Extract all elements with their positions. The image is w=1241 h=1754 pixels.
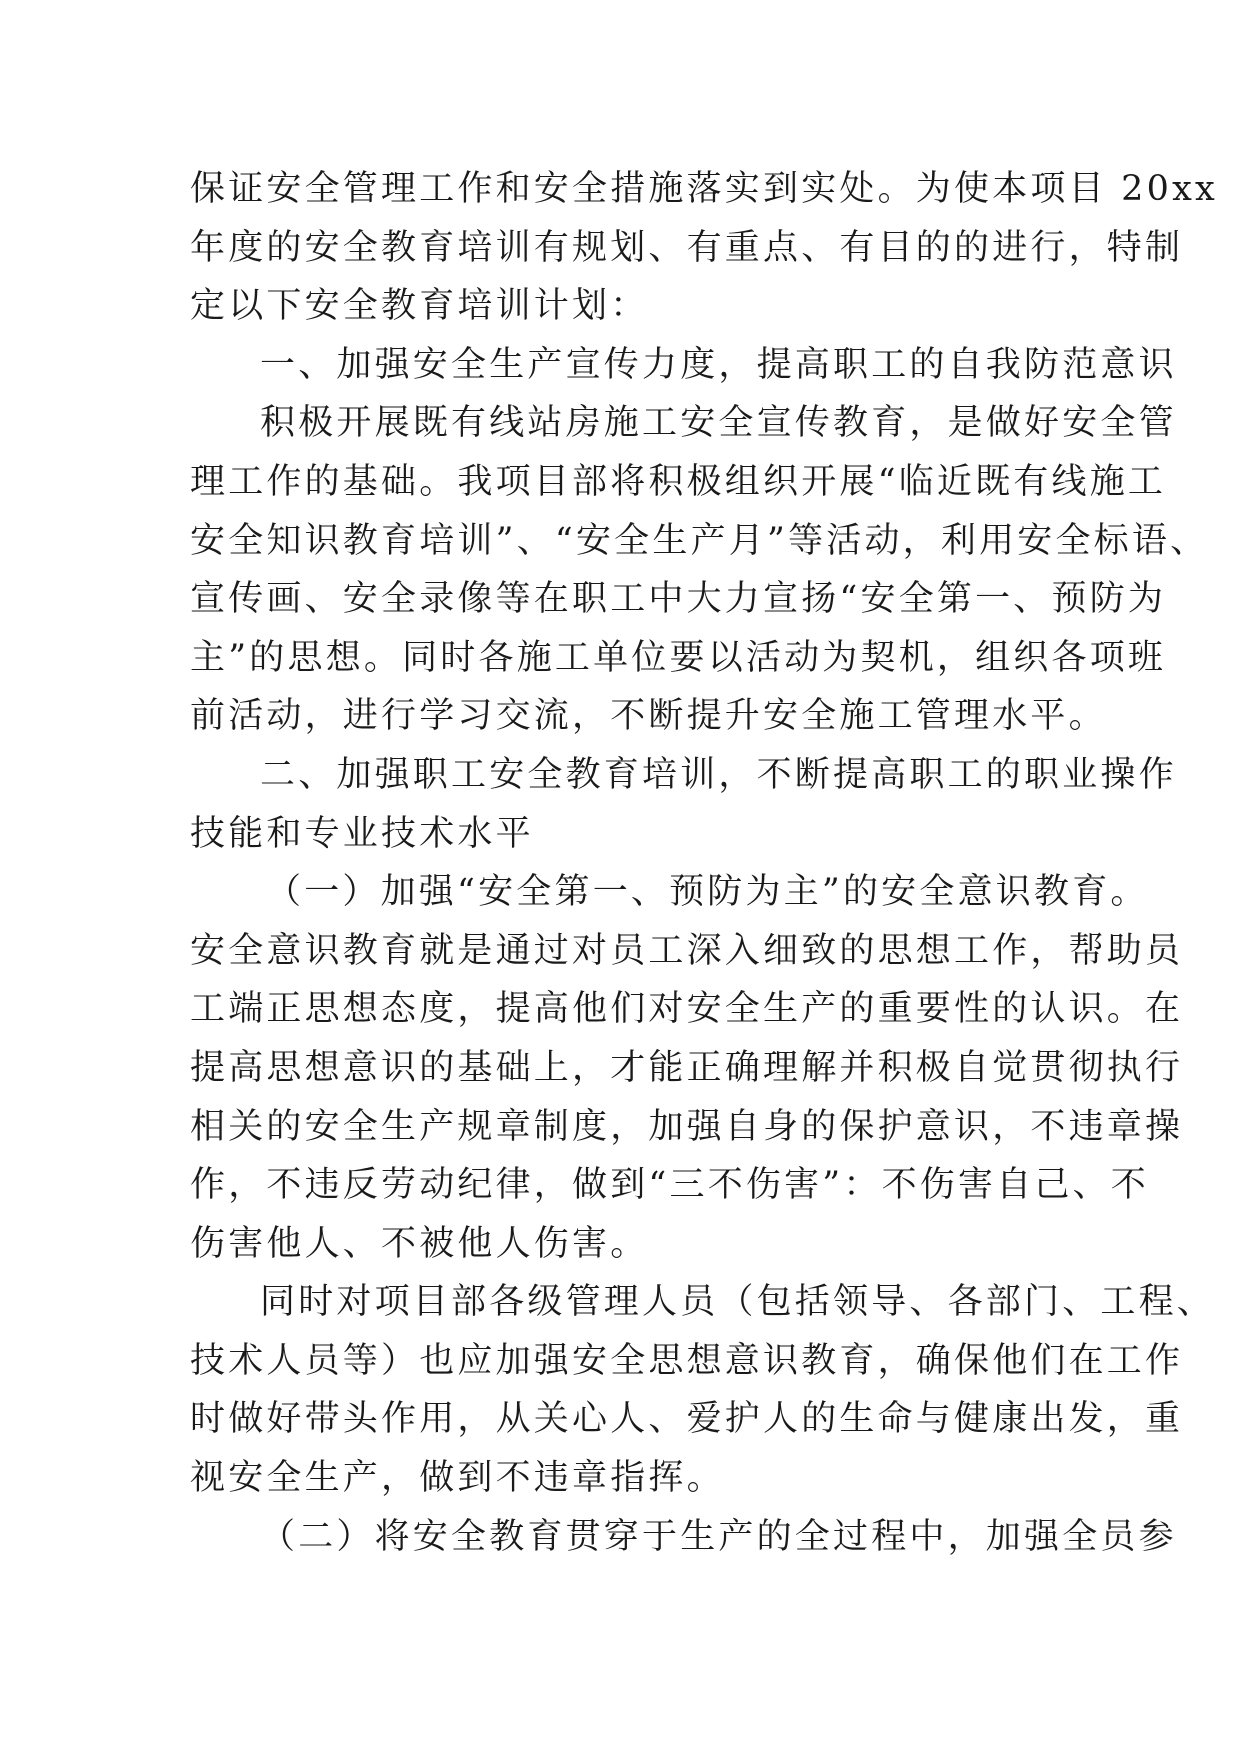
text-line: 年度的安全教育培训有规划、有重点、有目的的进行，特制 [190, 227, 1184, 268]
text-line: 理工作的基础。我项目部将积极组织开展“临近既有线施工 [190, 461, 1167, 502]
text-line: 前活动，进行学习交流，不断提升安全施工管理水平。 [190, 696, 1107, 737]
text-line: 安全知识教育培训”、“安全生产月”等活动，利用安全标语、 [190, 520, 1209, 561]
text-line: 时做好带头作用，从关心人、爱护人的生命与健康出发，重 [190, 1399, 1184, 1440]
text-line: 作，不违反劳动纪律，做到“三不伤害”：不伤害自己、不 [190, 1165, 1149, 1206]
document-body [190, 160, 1218, 1566]
text-line: 技术人员等）也应加强安全思想意识教育，确保他们在工作 [190, 1340, 1184, 1381]
text-line: 技能和专业技术水平 [190, 813, 534, 854]
text-line: 主”的思想。同时各施工单位要以活动为契机，组织各项班 [190, 637, 1167, 678]
text-line: 工端正思想态度，提高他们对安全生产的重要性的认识。在 [190, 989, 1184, 1030]
subsection-heading: （一）加强“安全第一、预防为主”的安全意识教育。 [266, 872, 1149, 913]
section-heading: 一、加强安全生产宣传力度，提高职工的自我防范意识 [260, 344, 1177, 385]
subsection-heading: （二）将安全教育贯穿于生产的全过程中，加强全员参 [260, 1516, 1177, 1557]
text-line: 相关的安全生产规章制度，加强自身的保护意识，不违章操 [190, 1106, 1184, 1147]
text-line: 定以下安全教育培训计划： [190, 286, 649, 327]
paragraph-start: 积极开展既有线站房施工安全宣传教育，是做好安全管 [260, 403, 1177, 444]
text-line: 宣传画、安全录像等在职工中大力宣扬“安全第一、预防为 [190, 579, 1167, 620]
text-line: 伤害他人、不被他人伤害。 [190, 1223, 649, 1264]
section-heading: 二、加强职工安全教育培训，不断提高职工的职业操作 [260, 754, 1177, 795]
text-line: 安全意识教育就是通过对员工深入细致的思想工作，帮助员 [190, 930, 1184, 971]
text-line: 提高思想意识的基础上，才能正确理解并积极自觉贯彻执行 [190, 1047, 1184, 1088]
text-line: 保证安全管理工作和安全措施落实到实处。为使本项目 20xx [190, 169, 1218, 209]
paragraph-start: 同时对项目部各级管理人员（包括领导、各部门、工程、 [260, 1282, 1216, 1323]
text-line: 视安全生产，做到不违章指挥。 [190, 1458, 725, 1499]
